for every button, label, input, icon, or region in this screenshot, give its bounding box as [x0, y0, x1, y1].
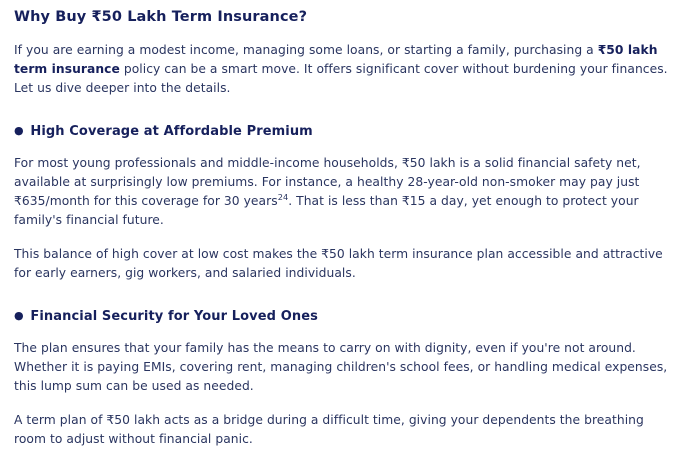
intro-text-after: policy can be a smart move. It offers significant cover without burdening your finances. Let us dive deeper into the details. [14, 61, 668, 95]
section-spacer [14, 298, 676, 309]
section-heading-label: High Coverage at Affordable Premium [30, 123, 313, 139]
footnote-marker[interactable]: 24 [277, 191, 289, 202]
paragraph-financial-security-2: A term plan of ₹50 lakh acts as a bridge during a difficult time, giving your dependents the breathing room to adjust without financial panic. [14, 413, 644, 447]
section-heading-label: Financial Security for Your Loved Ones [30, 309, 318, 325]
page-title: Why Buy ₹50 Lakh Term Insurance? [14, 9, 308, 25]
paragraph-text-before: For most young professionals and middle-income households, ₹50 lakh is a solid financial safety net, available at surprisingly low premiums. For instance, a healthy 28-year-old non-smoker may pay just ₹635/month for this coverage for 30 years [14, 155, 641, 208]
bullet-icon: ● [14, 123, 24, 137]
intro-paragraph [14, 41, 676, 98]
paragraph-text-after: . That is less than ₹15 a day, yet enough to protect your family's financial future. [14, 193, 639, 228]
section-heading-high-coverage [14, 124, 676, 141]
intro-text-before: If you are earning a modest income, managing some loans, or starting a family, purchasing a [14, 42, 598, 57]
paragraph-financial-security-1: The plan ensures that your family has the means to carry on with dignity, even if you're not around. Whether it is paying EMIs, covering rent, managing children's school fees, or handling medical expenses, this lump sum can be used as needed. [14, 341, 668, 394]
paragraph-high-coverage-2: This balance of high cover at low cost makes the ₹50 lakh term insurance plan accessible and attractive for early earners, gig workers, and salaried individuals. [14, 247, 663, 281]
section-spacer [14, 113, 676, 124]
intro-text-bold: ₹50 lakh term insurance [14, 42, 658, 76]
section-heading-financial-security [14, 309, 676, 326]
paragraph-high-coverage-1 [14, 154, 676, 230]
bullet-icon: ● [14, 309, 24, 323]
